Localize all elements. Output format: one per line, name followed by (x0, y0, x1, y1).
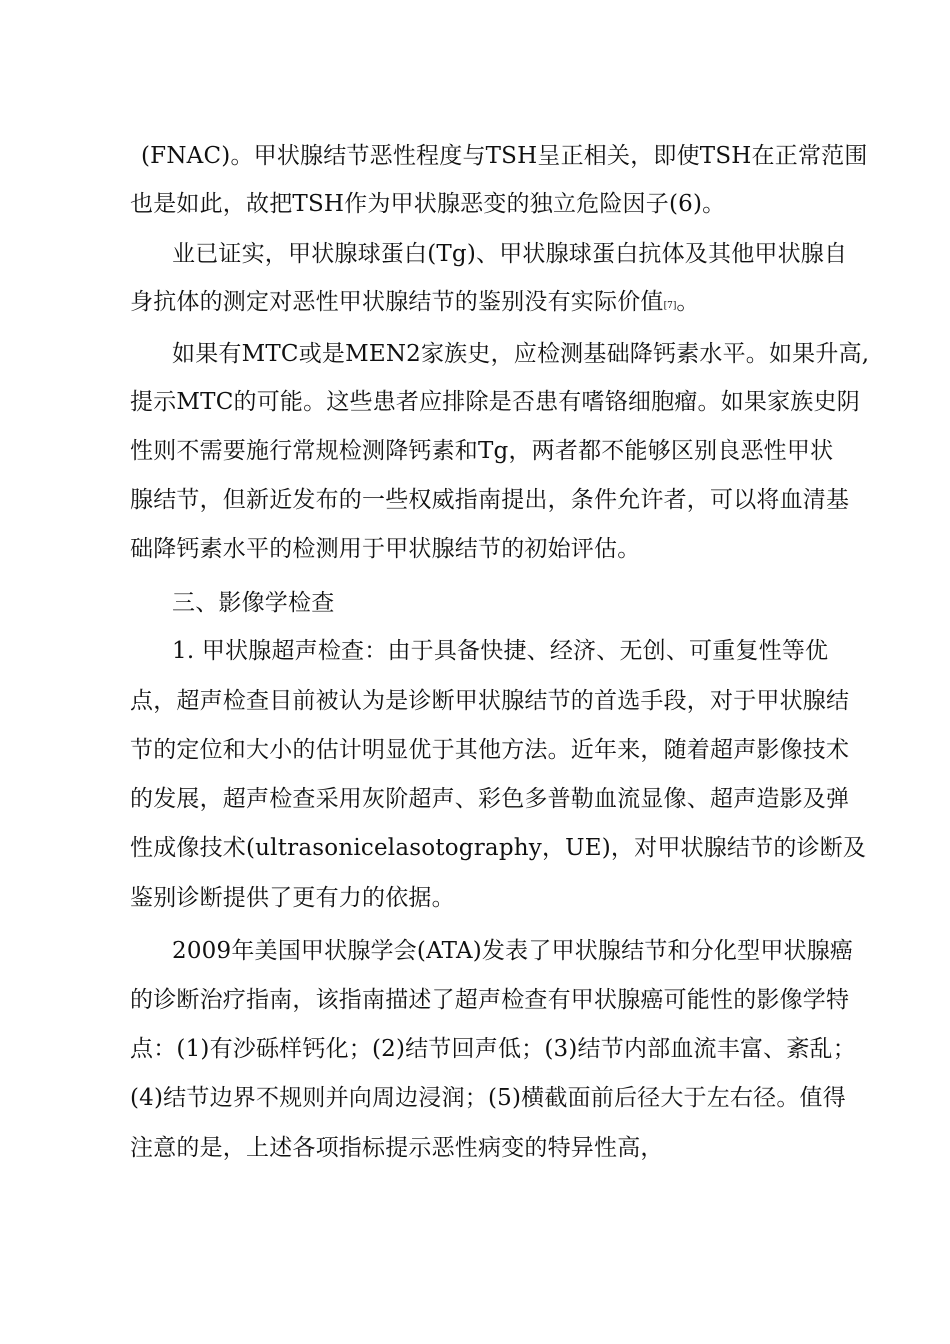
section-heading: 三、影像学检查 (172, 590, 335, 616)
text-line: 1. 甲状腺超声检查：由于具备快捷、经济、无创、可重复性等优 (172, 638, 829, 664)
text-line: 鉴别诊断提供了更有力的依据。 (130, 885, 455, 911)
text-line: 2009年美国甲状腺学会(ATA)发表了甲状腺结节和分化型甲状腺癌 (172, 938, 854, 964)
text-fragment: 。 (676, 289, 700, 315)
text-line: 业已证实，甲状腺球蛋白(Tg)、甲状腺球蛋白抗体及其他甲状腺自 (172, 241, 848, 267)
text-line: 也是如此，故把TSH作为甲状腺恶变的独立危险因子(6)。 (130, 191, 726, 217)
text-line: 的诊断治疗指南，该指南描述了超声检查有甲状腺癌可能性的影像学特 (130, 987, 850, 1013)
text-line: 如果有MTC或是MEN2家族史，应检测基础降钙素水平。如果升高, (172, 341, 870, 367)
text-line: 腺结节，但新近发布的一些权威指南提出，条件允许者，可以将血清基 (130, 487, 850, 513)
text-line: (FNAC)。甲状腺结节恶性程度与TSH呈正相关，即使TSH在正常范围 (141, 143, 868, 169)
text-fragment: 身抗体的测定对恶性甲状腺结节的鉴别没有实际价值 (130, 289, 664, 315)
text-line: 注意的是，上述各项指标提示恶性病变的特异性高， (130, 1135, 664, 1161)
text-line: 提示MTC的可能。这些患者应排除是否患有嗜铬细胞瘤。如果家族史阴 (130, 389, 860, 415)
text-line: 性成像技术(ultrasonicelasotography，UE)，对甲状腺结节的诊断及 (130, 835, 867, 861)
text-line-with-citation (130, 287, 700, 321)
text-line: 节的定位和大小的估计明显优于其他方法。近年来，随着超声影像技术 (130, 737, 850, 763)
citation-marker: [7] (663, 301, 677, 311)
text-line: 的发展，超声检查采用灰阶超声、彩色多普勒血流显像、超声造影及弹 (130, 786, 850, 812)
text-line: 础降钙素水平的检测用于甲状腺结节的初始评估。 (130, 536, 641, 562)
text-line: 性则不需要施行常规检测降钙素和Tg，两者都不能够区别良恶性甲状 (130, 438, 834, 464)
text-line: (4)结节边界不规则并向周边浸润；(5)横截面前后径大于左右径。值得 (130, 1085, 846, 1111)
text-line: 点：(1)有沙砾样钙化；(2)结节回声低；(3)结节内部血流丰富、紊乱； (130, 1036, 856, 1062)
text-line: 点，超声检查目前被认为是诊断甲状腺结节的首选手段，对于甲状腺结 (130, 688, 850, 714)
